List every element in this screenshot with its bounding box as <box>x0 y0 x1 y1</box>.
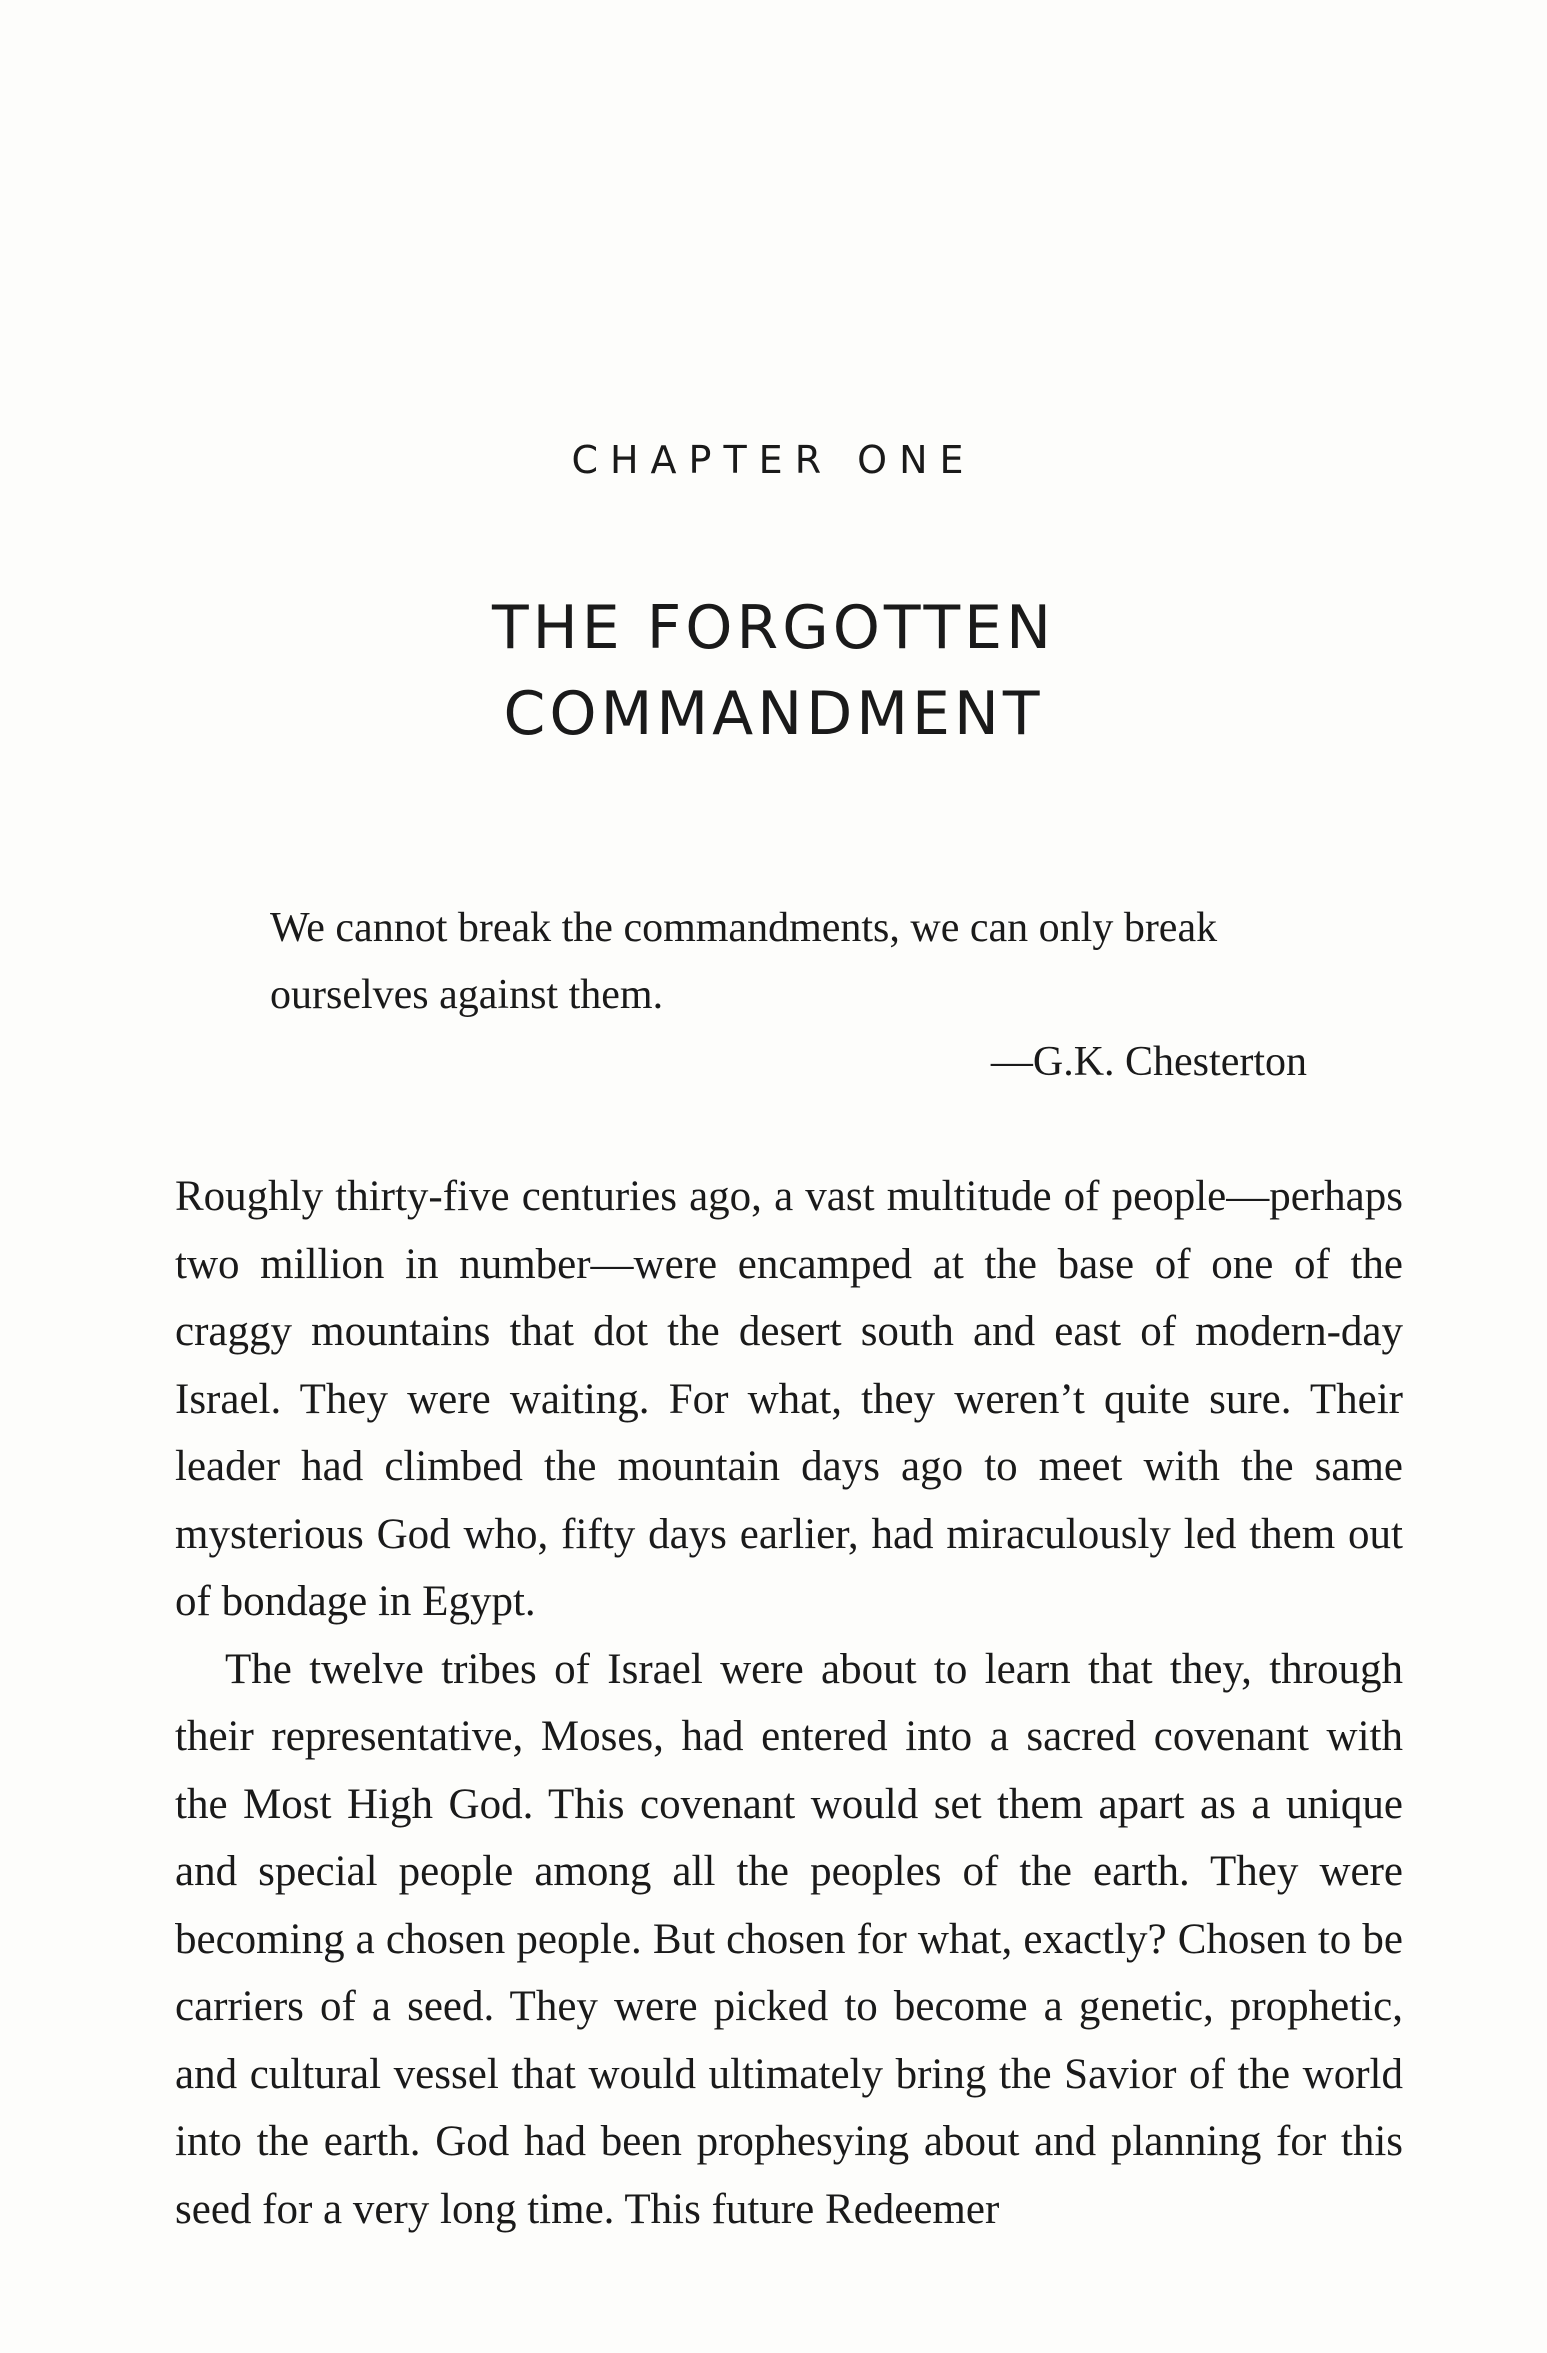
chapter-title-line-2: COMMANDMENT <box>503 679 1044 749</box>
body-text <box>175 1163 1403 2243</box>
chapter-title <box>0 585 1547 757</box>
epigraph-quote: We cannot break the commandments, we can only break ourselves against them. <box>270 905 1218 1018</box>
paragraph-1: Roughly thirty-five centuries ago, a vast multitude of people—perhaps two million in number—were encamped at the base of one of the craggy mountains that dot the desert south and east of modern-day Israel. They were waiting. For what, they weren’t quite sure. Their leader had climbed the mountain days ago to meet with the same mysterious God who, fifty days earlier, had miraculously led them out of bondage in Egypt. <box>175 1173 1403 1625</box>
chapter-title-line-1: THE FORGOTTEN <box>492 593 1055 663</box>
epigraph-attribution: —G.K. Chesterton <box>990 1039 1307 1085</box>
paragraph-2: The twelve tribes of Israel were about to learn that they, through their representative, Moses, had entered into a sacred covenant with the Most High God. This covenant would set them apart as a unique and special people among all the peoples of the earth. They were becoming a chosen people. But chosen for what, exactly? Chosen to be carriers of a seed. They were picked to become a genetic, prophetic, and cultural vessel that would ultimately bring the Savior of the world into the earth. God had been prophesying about and planning for this seed for a very long time. This future Redeemer <box>175 1645 1403 2233</box>
epigraph <box>270 895 1310 1029</box>
chapter-label: CHAPTER ONE <box>571 438 976 482</box>
